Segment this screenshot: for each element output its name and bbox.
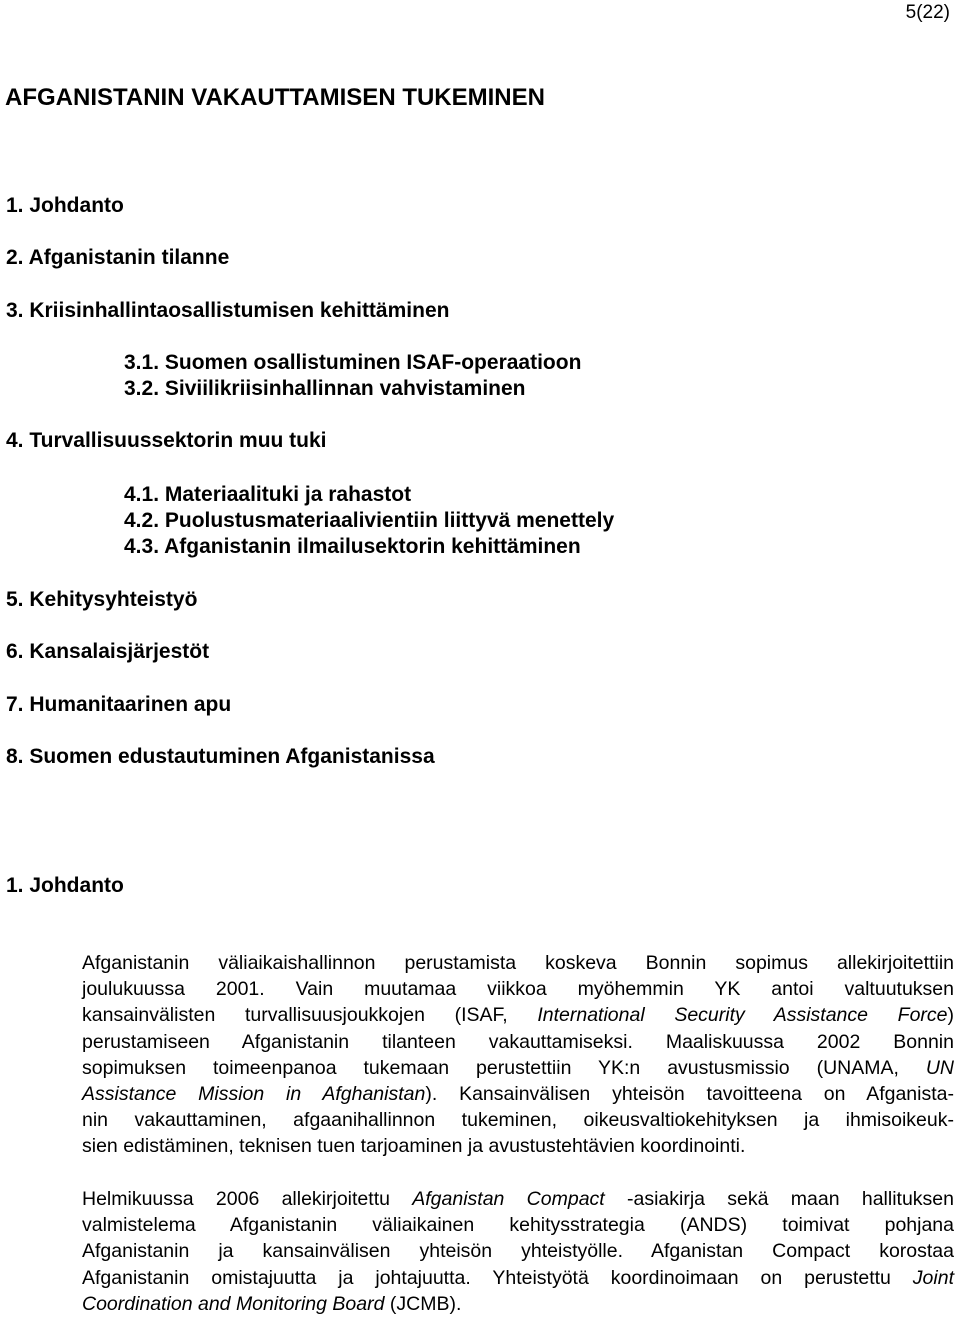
page-number: 5(22) (905, 2, 950, 23)
paragraph-1 (82, 950, 954, 1160)
toc-item-4-3: 4.3. Afganistanin ilmailusektorin kehittäminen (124, 535, 581, 558)
text-run: perustamiseen Afganistanin tilanteen vakauttamiseksi. Maaliskuussa 2002 Bonnin (82, 1030, 954, 1053)
toc-item-4-2: 4.2. Puolustusmateriaalivientiin liittyvä menettely (124, 509, 615, 532)
text-run: nin vakauttaminen, afgaanihallinnon tukeminen, oikeusvaltiokehityksen ja ihmisoikeuk- (82, 1109, 954, 1132)
text-run: ) (947, 1004, 955, 1027)
text-run: Afganistanin omistajuutta ja johtajuutta. Yhteistyötä koordinoimaan on perustettu (82, 1266, 913, 1289)
toc-item-7: 7. Humanitaarinen apu (6, 693, 232, 716)
text-run: valmistelema Afganistanin väliaikainen kehitysstrategia (ANDS) toimivat pohjana (82, 1214, 954, 1237)
paragraph-line (82, 1265, 954, 1291)
paragraph-line (82, 1055, 954, 1081)
paragraph-line (82, 1186, 954, 1212)
toc-item-3-1: 3.1. Suomen osallistuminen ISAF-operaatioon (124, 351, 582, 374)
paragraph-line (82, 1238, 954, 1264)
toc-item-1: 1. Johdanto (6, 194, 124, 217)
italic-term: Joint (912, 1266, 954, 1289)
text-run: kansainvälisten turvallisuusjoukkojen (ISAF, (82, 1004, 538, 1027)
toc-item-4: 4. Turvallisuussektorin muu tuki (6, 429, 327, 452)
paragraph-line (82, 1212, 954, 1238)
paragraph-line (82, 1081, 954, 1107)
text-run: joulukuussa 2001. Vain muutamaa viikkoa myöhemmin YK antoi valtuutuksen (82, 978, 954, 1001)
text-run: (JCMB). (384, 1292, 462, 1315)
document-title: AFGANISTANIN VAKAUTTAMISEN TUKEMINEN (5, 84, 545, 111)
toc-item-8: 8. Suomen edustautuminen Afganistanissa (6, 745, 435, 768)
paragraph-2 (82, 1186, 954, 1317)
italic-term: Coordination and Monitoring Board (82, 1292, 385, 1315)
italic-term: Afganistan Compact (412, 1188, 605, 1210)
paragraph-line (82, 1133, 954, 1159)
paragraph-line (82, 1002, 954, 1028)
toc-item-3: 3. Kriisinhallintaosallistumisen kehittäminen (6, 299, 450, 322)
paragraph-line (82, 950, 954, 976)
toc-item-3-2: 3.2. Siviilikriisinhallinnan vahvistaminen (124, 377, 526, 400)
toc-item-5: 5. Kehitysyhteistyö (6, 588, 198, 611)
text-run: sopimuksen toimeenpanoa tukemaan perustettiin YK:n avustusmissio (UNAMA, (82, 1056, 926, 1079)
paragraph-line (82, 1291, 954, 1317)
italic-term: Assistance Mission in Afghanistan (82, 1083, 426, 1106)
toc-item-6: 6. Kansalaisjärjestöt (6, 640, 210, 663)
text-run: -asiakirja sekä maan hallituksen (604, 1188, 954, 1210)
toc-item-2: 2. Afganistanin tilanne (6, 246, 230, 269)
text-run: Afganistanin väliaikaishallinnon perustamista koskeva Bonnin sopimus allekirjoitettiin (82, 952, 954, 974)
toc-item-4-1: 4.1. Materiaalituki ja rahastot (124, 483, 412, 506)
section-heading-johdanto: 1. Johdanto (6, 874, 124, 897)
text-run: Helmikuussa 2006 allekirjoitettu (82, 1188, 413, 1210)
text-run: sien edistäminen, teknisen tuen tarjoaminen ja avustustehtävien koordinointi. (82, 1135, 746, 1158)
paragraph-line (82, 1029, 954, 1055)
paragraph-line (82, 976, 954, 1002)
italic-term: International Security Assistance Force (537, 1004, 948, 1027)
text-run: Afganistanin ja kansainvälisen yhteisön yhteistyölle. Afganistan Compact korostaa (82, 1240, 954, 1263)
paragraph-line (82, 1107, 954, 1133)
italic-term: UN (925, 1056, 954, 1079)
text-run: ). Kansainvälisen yhteisön tavoitteena on Afganista- (425, 1083, 954, 1106)
